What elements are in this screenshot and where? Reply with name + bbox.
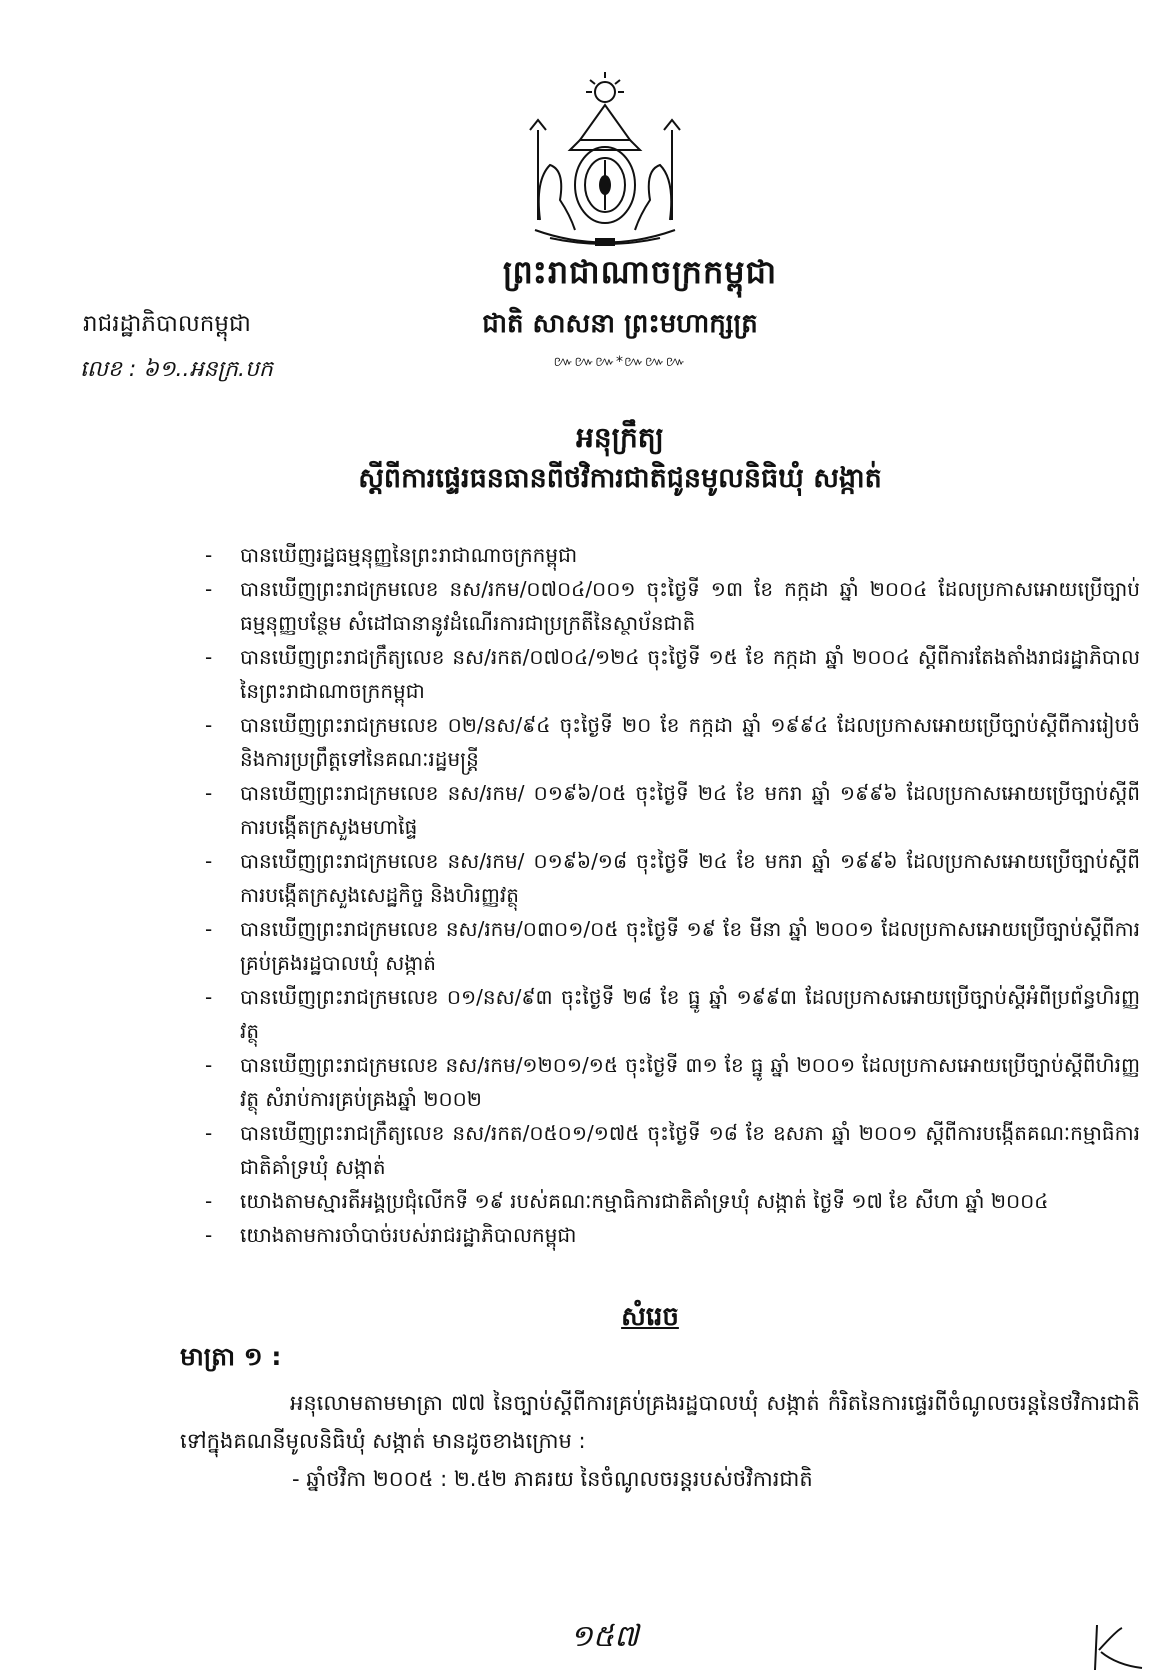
recital-item: - បានឃើញព្រះរាជក្រឹត្យលេខ នស/រកត/០៧០៤/១២៤ ចុះថ្ងៃទី ១៥ ខែ កក្កដា ឆ្នាំ ២០០៤ ស្តីពីការតែងតាំងរាជរដ្ឋាភិបាលនៃព្រះរាជាណាចក្រកម្ពុជា [200, 640, 1140, 708]
recital-item: - បានឃើញព្រះរាជក្រមលេខ នស/រកម/០៣០១/០៥ ចុះថ្ងៃទី ១៩ ខែ មីនា ឆ្នាំ ២០០១ ដែលប្រកាសអោយប្រើច្បាប់ស្តីពីការគ្រប់គ្រងរដ្ឋបាលឃុំ សង្កាត់ [200, 912, 1140, 980]
national-motto: ជាតិ សាសនា ព្រះមហាក្សត្រ [482, 309, 758, 339]
kingdom-heading: ព្រះរាជាណាចក្រកម្ពុជា [502, 253, 778, 291]
recitals-list [200, 538, 1140, 1252]
issuing-government: រាជរដ្ឋាភិបាលកម្ពុជា [83, 311, 251, 337]
ornament-divider: ៚៚៚*៚៚៚ [553, 354, 687, 370]
handwritten-initials-icon [1087, 1620, 1147, 1675]
recital-item: - បានឃើញព្រះរាជក្រមលេខ នស/រកម/ ០១៩៦/១៨ ចុះថ្ងៃទី ២៤ ខែ មករា ឆ្នាំ ១៩៩៦ ដែលប្រកាសអោយប្រើច្បាប់ស្តីពីការបង្កើតក្រសួងសេដ្ឋកិច្ច និងហិរញ្ញវត្ថុ [200, 844, 1140, 912]
page-number: ១៥៧ [570, 1619, 639, 1654]
recital-item: - បានឃើញព្រះរាជក្រមលេខ ០១/នស/៩៣ ចុះថ្ងៃទី ២៨ ខែ ធ្នូ ឆ្នាំ ១៩៩៣ ដែលប្រកាសអោយប្រើច្បាប់ស្តីអំពីប្រព័ន្ធហិរញ្ញវត្ថុ [200, 980, 1140, 1048]
article-body: អនុលោមតាមមាត្រា ៧៧ នៃច្បាប់ស្តីពីការគ្រប់គ្រងរដ្ឋបាលឃុំ សង្កាត់ កំរិតនៃការផ្ទេរពីចំណូលចរន្តនៃថវិការជាតិទៅក្នុងគណនីមូលនិធិឃុំ សង្កាត់ មានដូចខាងក្រោម : [180, 1391, 1140, 1453]
article-heading: មាត្រា ១ : [180, 1342, 282, 1371]
article-list-item: - ឆ្នាំថវិកា ២០០៥ : ២.៥២ ភាគរយ នៃចំណូលចរន្តរបស់ថវិការជាតិ [292, 1467, 813, 1491]
decision-heading: សំរេច [621, 1302, 679, 1332]
royal-coat-of-arms-icon [520, 70, 690, 255]
recital-item: - បានឃើញព្រះរាជក្រមលេខ នស/រកម/០៧០៤/០០១ ចុះថ្ងៃទី ១៣ ខែ កក្កដា ឆ្នាំ ២០០៤ ដែលប្រកាសអោយប្រើច្បាប់ធម្មនុញ្ញបន្ថែម សំដៅធានានូវដំណើរការជាប្រក្រតីនៃស្ថាប័នជាតិ [200, 572, 1140, 640]
document-subtitle: ស្តីពីការផ្ទេរធនធានពីថវិការជាតិជូនមូលនិធិឃុំ សង្កាត់ [358, 463, 882, 494]
reference-number: លេខ : ៦១..អនក្រ.បក [80, 357, 273, 382]
recital-item: - យោងតាមស្មារតីអង្គប្រជុំលើកទី ១៩ របស់គណៈកម្មាធិការជាតិគាំទ្រឃុំ សង្កាត់ ថ្ងៃទី ១៧ ខែ សីហា ឆ្នាំ ២០០៤ [200, 1184, 1140, 1218]
document-title: អនុក្រឹត្យ [576, 421, 664, 454]
recital-item: - យោងតាមការចាំបាច់របស់រាជរដ្ឋាភិបាលកម្ពុជា [200, 1218, 1140, 1252]
recital-item: - បានឃើញព្រះរាជក្រមលេខ នស/រកម/ ០១៩៦/០៥ ចុះថ្ងៃទី ២៤ ខែ មករា ឆ្នាំ ១៩៩៦ ដែលប្រកាសអោយប្រើច្បាប់ស្តីពីការបង្កើតក្រសួងមហាផ្ទៃ [200, 776, 1140, 844]
recital-item: - បានឃើញព្រះរាជក្រមលេខ នស/រកម/១២០១/១៥ ចុះថ្ងៃទី ៣១ ខែ ធ្នូ ឆ្នាំ ២០០១ ដែលប្រកាសអោយប្រើច្បាប់ស្តីពីហិរញ្ញវត្ថុ សំរាប់ការគ្រប់គ្រងឆ្នាំ ២០០២ [200, 1048, 1140, 1116]
recital-item: - បានឃើញព្រះរាជក្រមលេខ ០២/នស/៩៤ ចុះថ្ងៃទី ២០ ខែ កក្កដា ឆ្នាំ ១៩៩៤ ដែលប្រកាសអោយប្រើច្បាប់ស្តីពីការរៀបចំ និងការប្រព្រឹត្តទៅនៃគណៈរដ្ឋមន្ត្រី [200, 708, 1140, 776]
recital-item: - បានឃើញព្រះរាជក្រឹត្យលេខ នស/រកត/០៥០១/១៧៥ ចុះថ្ងៃទី ១៨ ខែ ឧសភា ឆ្នាំ ២០០១ ស្តីពីការបង្កើតគណៈកម្មាធិការជាតិគាំទ្រឃុំ សង្កាត់ [200, 1116, 1140, 1184]
recital-item: - បានឃើញរដ្ឋធម្មនុញ្ញនៃព្រះរាជាណាចក្រកម្ពុជា [200, 538, 1140, 572]
